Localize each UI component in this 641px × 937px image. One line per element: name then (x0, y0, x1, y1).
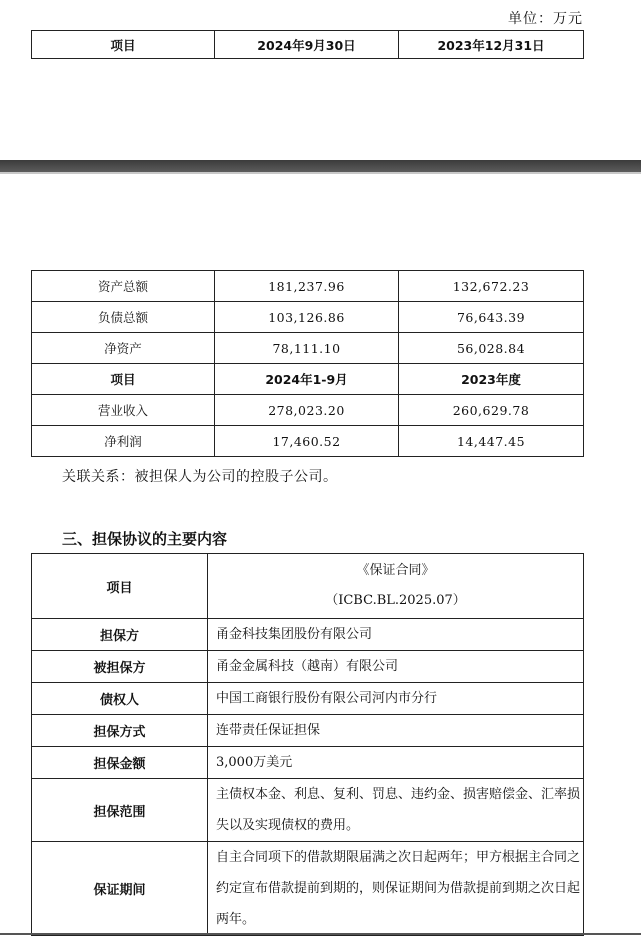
row-label-guaranteed: 被担保方 (32, 651, 208, 683)
cell-value: 14,447.45 (399, 426, 584, 457)
section-title: 三、担保协议的主要内容 (62, 530, 228, 548)
row-label-guarantor: 担保方 (32, 619, 208, 651)
row-value-guaranteed: 甬金金属科技（越南）有限公司 (208, 651, 584, 683)
table-row (32, 747, 584, 779)
header-cell-period-2024: 2024年1-9月 (215, 364, 399, 395)
row-label-net-assets: 净资产 (32, 333, 215, 364)
table-header-row (32, 364, 584, 395)
header-cell-period-2023: 2023年度 (399, 364, 584, 395)
row-label-method: 担保方式 (32, 715, 208, 747)
agreement-header-row (32, 554, 584, 619)
table-row (32, 651, 584, 683)
table-row (32, 333, 584, 364)
table-row (32, 271, 584, 302)
table-row (32, 426, 584, 457)
page-break-band (0, 160, 641, 172)
table-header-1 (31, 30, 584, 59)
row-value-guarantor: 甬金科技集团股份有限公司 (208, 619, 584, 651)
row-label-total-assets: 资产总额 (32, 271, 215, 302)
row-label-creditor: 债权人 (32, 683, 208, 715)
table-row (32, 715, 584, 747)
table-row (32, 779, 584, 842)
financial-table (31, 270, 584, 457)
cell-value: 78,111.10 (215, 333, 399, 364)
cell-value: 260,629.78 (399, 395, 584, 426)
row-label-amount: 担保金额 (32, 747, 208, 779)
agreement-header-label: 项目 (32, 554, 208, 619)
cell-value: 132,672.23 (399, 271, 584, 302)
table-row (32, 619, 584, 651)
cell-value: 56,028.84 (399, 333, 584, 364)
cell-value: 103,126.86 (215, 302, 399, 333)
contract-code: （ICBC.BL.2025.07） (325, 593, 466, 608)
table-row (32, 842, 584, 936)
cell-value: 181,237.96 (215, 271, 399, 302)
table-header-row (32, 31, 584, 59)
table-row (32, 395, 584, 426)
unit-label: 单位：万元 (508, 11, 583, 27)
table-row (32, 302, 584, 333)
row-value-scope: 主债权本金、利息、复利、罚息、违约金、损害赔偿金、汇率损失以及实现债权的费用。 (208, 779, 584, 842)
row-label-scope: 担保范围 (32, 779, 208, 842)
header-cell-date-2024: 2024年9月30日 (215, 31, 399, 59)
row-value-amount: 3,000万美元 (208, 747, 584, 779)
row-label-net-profit: 净利润 (32, 426, 215, 457)
cell-value: 17,460.52 (215, 426, 399, 457)
page-break-shadow (0, 172, 641, 174)
agreement-table (31, 553, 584, 936)
cell-value: 76,643.39 (399, 302, 584, 333)
page-bottom-edge (0, 933, 641, 935)
row-label-period: 保证期间 (32, 842, 208, 936)
cell-value: 278,023.20 (215, 395, 399, 426)
row-value-creditor: 中国工商银行股份有限公司河内市分行 (208, 683, 584, 715)
header-cell-date-2023: 2023年12月31日 (399, 31, 584, 59)
relation-text: 关联关系：被担保人为公司的控股子公司。 (62, 469, 338, 485)
row-label-revenue: 营业收入 (32, 395, 215, 426)
table-row (32, 683, 584, 715)
contract-cell (208, 554, 584, 619)
header-cell-item: 项目 (32, 31, 215, 59)
row-label-total-liabilities: 负债总额 (32, 302, 215, 333)
row-value-period: 自主合同项下的借款期限届满之次日起两年；甲方根据主合同之约定宣布借款提前到期的，则保证期间为借款提前到期之次日起两年。 (208, 842, 584, 936)
row-value-method: 连带责任保证担保 (208, 715, 584, 747)
header-cell-item: 项目 (32, 364, 215, 395)
contract-name: 《保证合同》 (356, 563, 435, 578)
